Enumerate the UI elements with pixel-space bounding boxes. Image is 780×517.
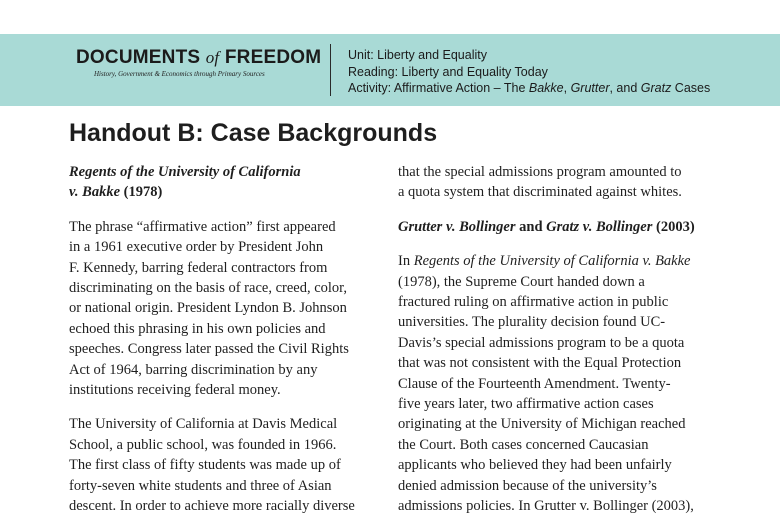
- paragraph-history: The phrase “affirmative action” first appeared in a 1961 executive order by President John F. Kennedy, barring federal contractors from discriminating on the basis of race, creed, color, or national origin. President Lyndon B. Johnson echoed this phrasing in his own policies and speeches. Congress later passed the Civil Rights Act of 1964, barring discrimination by any institutions receiving federal money.: [69, 218, 349, 399]
- bakke-heading: Regents of the University of California v. Bakke (1978): [69, 164, 301, 201]
- reading-line: Reading: Liberty and Equality Today: [348, 64, 548, 79]
- page-title: Handout B: Case Backgrounds: [69, 119, 438, 147]
- paragraph-quota: that the special admissions program amounted to a quota system that discriminated against whites.: [398, 164, 682, 201]
- unit-line: Unit: Liberty and Equality: [348, 48, 487, 62]
- grutter-gratz-heading: Grutter v. Bollinger and Gratz v. Bollinger (2003): [398, 218, 695, 235]
- brand-logo: [76, 47, 322, 78]
- left-column: [69, 162, 387, 517]
- lesson-meta: [348, 47, 710, 97]
- paragraph-uc-davis: The University of California at Davis Medical School, a public school, was founded in 1966. The first class of fifty students was made up of forty-seven white students and three of Asian descent. In order to achieve more racially diverse: [69, 416, 355, 515]
- right-column: [398, 162, 728, 517]
- header-divider: [330, 44, 331, 96]
- brand-subtitle: History, Government & Economics through Primary Sources: [94, 70, 265, 78]
- activity-line: Activity: Affirmative Action – The Bakke, Grutter, and Gratz Cases: [348, 81, 711, 95]
- header-banner: [0, 34, 780, 106]
- brand-title: DOCUMENTS of FREEDOM: [76, 47, 322, 68]
- paragraph-michigan: In Regents of the University of California v. Bakke (1978), the Supreme Court handed down a fractured ruling on affirmative action in public universities. The plurality decision found UC- Davis’s special admissions program to be a quota that was not consistent with the Equal Protection Clause of the Fourteenth Amendment. Twenty- five years later, two affirmative action cases originating at the University of Michigan reached the Court. Both cases concerned Caucasian applicants who believed they had been unfairly denied admission because of the university’s admissions policies. In Grutter v. Bollinger (2003),: [398, 253, 694, 515]
